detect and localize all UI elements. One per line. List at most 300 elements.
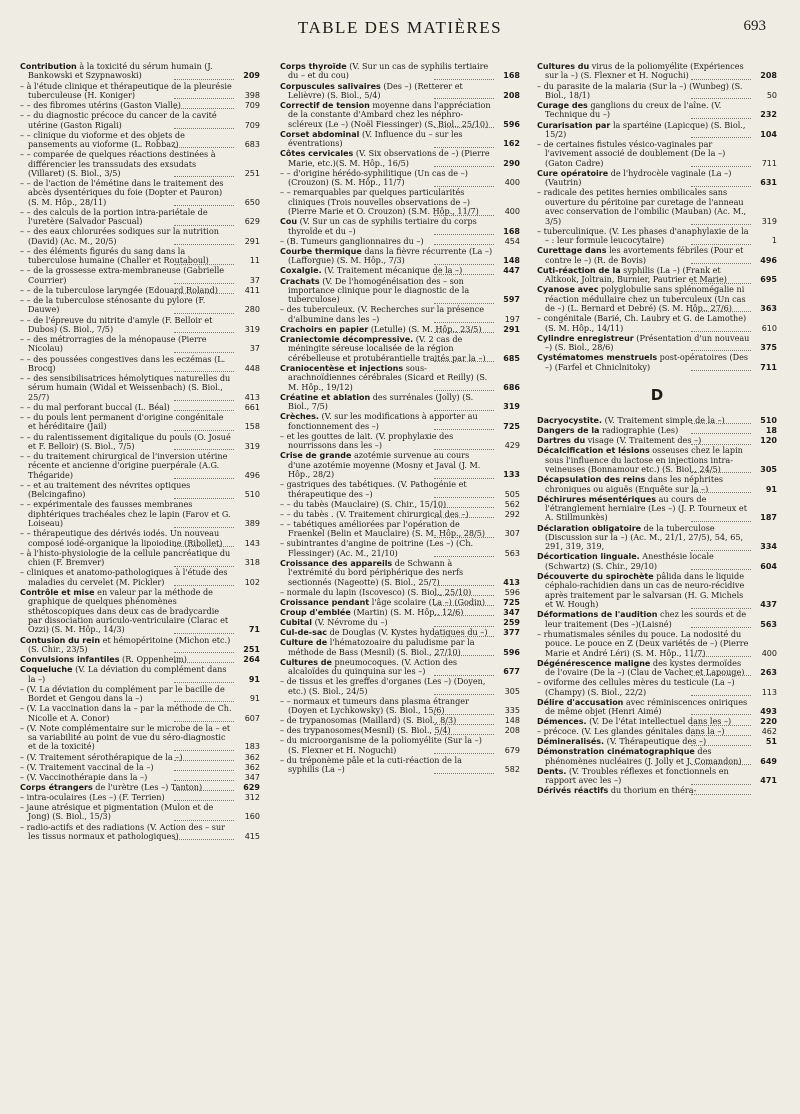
dot-leader	[174, 146, 234, 148]
dot-leader	[174, 749, 234, 751]
dot-leader	[434, 604, 494, 606]
entry-description: en valeur par la méthode de graphique de quelques phénomènes sthétoscopiques dans deux cas de bradycardie par dissociation auriculo-ventriculaire (Clarac et Ozzi) (S. M. Hôp., 14/3)	[28, 586, 229, 635]
entry-page-number: 220	[753, 717, 777, 726]
entry-text	[537, 446, 751, 474]
entry-page-number: 208	[753, 71, 777, 80]
dot-leader	[174, 448, 234, 450]
dot-leader	[691, 491, 751, 493]
dot-leader	[691, 744, 751, 746]
entry-description: (V. Traitement mécanique de la –)	[321, 265, 463, 276]
index-entry	[280, 188, 520, 216]
index-entry	[20, 62, 260, 81]
entry-description: – radio-actifs et des radiations (V. Action des – sur les tissus normaux et pathologiques)	[20, 821, 226, 841]
index-entry	[280, 247, 520, 266]
entry-description: syphilis (La –) (Frank et Altkook, Joltrain, Burnier, Pautrier et Marie)	[545, 264, 727, 285]
dot-leader	[691, 97, 751, 99]
entry-page-number: 695	[753, 275, 777, 284]
dot-leader	[174, 720, 234, 722]
dot-leader	[691, 655, 751, 657]
entry-description: pneumocoques. (V. Action des alcaloïdes du quinquina sur les –)	[288, 656, 458, 677]
entry-text	[280, 335, 494, 363]
entry-page-number: 259	[496, 618, 520, 627]
dot-leader	[691, 734, 751, 736]
entry-description: l'hématozoaire du paludisme par la méthode de Bass (Mesnil) (S. Biol., 27/10)	[288, 637, 475, 657]
entry-heading: Décortication linguale.	[537, 552, 640, 562]
index-entry	[280, 169, 520, 188]
entry-page-number: 629	[236, 217, 260, 226]
entry-description: (V. La déviation du complément dans la –)	[28, 664, 227, 684]
entry-page-number: 291	[236, 237, 260, 246]
entry-page-number: 292	[496, 510, 520, 519]
dot-leader	[691, 78, 751, 80]
entry-page-number: 51	[753, 737, 777, 746]
index-entry	[280, 325, 520, 334]
dot-leader	[174, 429, 234, 431]
dot-leader	[174, 331, 234, 333]
entry-page-number: 319	[236, 325, 260, 334]
dot-leader	[174, 370, 234, 372]
index-entry	[20, 208, 260, 227]
entry-text	[537, 285, 751, 313]
index-entry	[280, 305, 520, 324]
entry-page-number: 335	[496, 706, 520, 715]
entry-heading: Côtes cervicales	[280, 149, 354, 159]
entry-description: visage (V. Traitement des –)	[585, 435, 702, 446]
dot-leader	[434, 360, 494, 362]
dot-leader	[691, 713, 751, 715]
entry-page-number: 232	[753, 110, 777, 119]
index-entry	[280, 726, 520, 735]
entry-description: – – de la grossesse extra-membraneuse (Gabrielle Courrier)	[20, 265, 225, 285]
entry-description: les avortements fébriles (Pour et contre le –) (R. de Bovis)	[545, 245, 744, 265]
entry-page-number: 462	[753, 727, 777, 736]
dot-leader	[174, 681, 234, 683]
entry-description: – des trypanosomes(Mesnil) (S. Biol., 5/4)	[280, 725, 451, 736]
index-entry	[20, 452, 260, 480]
dot-leader	[174, 759, 234, 761]
dot-leader	[174, 204, 234, 206]
dot-leader	[434, 78, 494, 80]
index-entry	[20, 403, 260, 412]
entry-heading: Démonstration cinématographique	[537, 747, 695, 757]
dot-leader	[691, 282, 751, 284]
dot-leader	[691, 117, 751, 119]
entry-description: – – de l'épreuve du nitrite d'amyle (F. Belloir et Dubos) (S. Biol., 7/5)	[20, 314, 213, 334]
entry-heading: Cubital	[280, 618, 312, 628]
entry-page-number: 597	[496, 295, 520, 304]
index-entry	[537, 101, 777, 120]
index-entry	[20, 724, 260, 752]
dot-leader	[174, 497, 234, 499]
entry-description: – congénitale (Barié, Ch. Laubry et G. de Lamothe) (S. M. Hôp., 14/11)	[537, 313, 747, 333]
index-entry	[280, 716, 520, 725]
entry-description: – – de la tuberculose sténosante du pylore (F. Dauwe)	[20, 295, 206, 315]
entry-description: – – des éléments figurés du sang dans la tuberculose humaine (Challer et Routaboul)	[20, 245, 209, 266]
entry-description: (V. Sur un cas de syphilis tertiaire du – et du cou)	[288, 61, 489, 81]
entry-page-number: 318	[236, 558, 260, 567]
entry-description: dans les néphrites chroniques ou aiguës (Enquête sur la –)	[545, 474, 724, 494]
dot-leader	[174, 526, 234, 528]
entry-description: – rhumatismales séniles du pouce. La nodosité du pouce. Le pouce en Z (Deux variétés de –) (Pierre Marie et André Léri) (S. M. Hôp., 11/7)	[537, 628, 749, 658]
dot-leader	[691, 783, 751, 785]
index-entry	[20, 286, 260, 295]
entry-page-number: 709	[236, 101, 260, 110]
entry-page-number: 143	[236, 539, 260, 548]
dot-leader	[691, 349, 751, 351]
index-entry	[20, 335, 260, 354]
entry-page-number: 305	[753, 465, 777, 474]
dot-leader	[691, 568, 751, 570]
entry-page-number: 429	[496, 441, 520, 450]
entry-heading: Contusion du rein	[20, 635, 101, 645]
dot-leader	[174, 312, 234, 314]
index-entry	[537, 314, 777, 333]
entry-page-number: 562	[496, 500, 520, 509]
entry-page-number: 251	[236, 645, 260, 654]
index-entry	[280, 335, 520, 363]
entry-heading: Cultures du	[537, 62, 590, 71]
index-entry	[20, 500, 260, 528]
entry-heading: Correctif de tension	[280, 101, 370, 110]
entry-description: – – tabétiques améliorées par l'opération de Fraenkel (Belin et Mauclaire) (S. M. Hôp., 28/5)	[280, 518, 486, 539]
entry-description: – précoce. (V. Les glandes génitales dans la –)	[537, 726, 725, 737]
entry-page-number: 610	[753, 324, 777, 333]
entry-heading: Dégénérescence maligne	[537, 658, 651, 668]
entry-description: radiographie (Les)	[599, 425, 679, 436]
index-entry	[20, 247, 260, 266]
entry-description: (Des –) (Retterer et Lelièvre) (S. Biol., 5/4)	[288, 80, 463, 100]
index-entry	[537, 266, 777, 285]
entry-description: – – et au traitement des névrites optiques (Belcingafino)	[20, 479, 191, 500]
entry-text	[20, 724, 234, 752]
index-entry	[280, 217, 520, 236]
entry-heading: Dacryocystite.	[537, 415, 603, 425]
index-entry	[20, 101, 260, 110]
index-entry	[20, 227, 260, 246]
dot-leader	[434, 674, 494, 676]
entry-description: (V. Névrome du –)	[312, 617, 388, 628]
index-entry	[20, 568, 260, 587]
entry-heading: Cure opératoire	[537, 168, 609, 178]
entry-heading: Contribution	[20, 62, 77, 71]
index-entry	[280, 510, 520, 519]
entry-page-number: 389	[236, 519, 260, 528]
entry-description: – normale du lapin (Iscovesco) (S. Biol., 25/10)	[280, 586, 472, 597]
entry-description: – – expérimentale des fausses membranes diphtériques trachéales chez le lapin (Farov et G. Loiseau)	[20, 499, 231, 529]
entry-page-number: 604	[753, 562, 777, 571]
index-entry	[537, 140, 777, 168]
entry-page-number: 496	[236, 471, 260, 480]
entry-text	[537, 495, 751, 523]
entry-description: – à l'histo-physiologie de la cellule pancréatique du chien (F. Bremver)	[20, 547, 231, 568]
entry-description: la spartéine (Lapicque) (S. Biol., 15/2)	[545, 119, 746, 139]
entry-description: de la tuberculose (Discussion sur la –) (Ac. M., 21/1, 27/5), 54, 65, 291, 319, 319,	[545, 522, 744, 552]
index-column-2	[280, 62, 520, 775]
dot-leader	[174, 263, 234, 265]
dot-leader	[691, 793, 751, 795]
entry-page-number: 71	[236, 625, 260, 634]
dot-leader	[434, 243, 494, 245]
index-entry	[20, 549, 260, 568]
dot-leader	[174, 351, 234, 353]
entry-description: – – de l'action de l'émétine dans le traitement des abcès dysentériques du foie (Dopter et Pauron) (S. M. Hôp., 28/11)	[20, 178, 224, 207]
index-entry	[537, 747, 777, 766]
entry-heading: Démences.	[537, 717, 587, 727]
entry-description: (V. De l'homogénéisation des – son importance clinique pour le diagnostic de la tuberculose)	[288, 275, 470, 305]
index-entry	[537, 552, 777, 571]
entry-page-number: 437	[753, 600, 777, 609]
entry-heading: Convulsions infantiles	[20, 655, 120, 665]
entry-page-number: 471	[753, 776, 777, 785]
dot-leader	[174, 838, 234, 840]
dot-leader	[434, 233, 494, 235]
entry-description: – (V. La vaccination dans la – par la méthode de Ch. Nicolle et A. Conor)	[20, 703, 232, 723]
entry-heading: Cultures de	[280, 657, 332, 667]
index-entry	[280, 658, 520, 677]
entry-page-number: 290	[496, 159, 520, 168]
index-entry	[280, 539, 520, 558]
index-entry	[280, 588, 520, 597]
entry-heading: Cul-de-sac	[280, 628, 328, 638]
index-entry	[20, 529, 260, 548]
entry-text	[20, 500, 234, 528]
dot-leader	[691, 136, 751, 138]
dot-leader	[174, 107, 234, 109]
index-entry	[20, 783, 260, 792]
entry-description: polyglobulie sans splénomégalie ni réaction médullaire chez un tuberculeux (Un cas de –) (L. Bernard et Debré) (S. M. Hôp., 27/6)	[545, 284, 746, 314]
entry-text	[280, 277, 494, 305]
entry-heading: Crise de grande	[280, 451, 352, 461]
entry-page-number: 168	[496, 71, 520, 80]
entry-page-number: 596	[496, 120, 520, 129]
index-entry	[280, 130, 520, 149]
index-entry	[537, 82, 777, 101]
entry-description: – de tissus et les greffes d'organes (Les –) (Doyen, etc.) (S. Biol., 24/5)	[280, 676, 486, 696]
entry-description: – de trypanosomas (Maillard) (S. Biol., 8/3)	[280, 715, 457, 726]
index-entry	[537, 246, 777, 265]
entry-page-number: 319	[753, 217, 777, 226]
dot-leader	[691, 674, 751, 676]
entry-description: azotémie survenue au cours d'une azotémie moyenne (Mosny et Javal (J. M. Hôp., 28/2)	[288, 450, 481, 480]
index-entry	[280, 598, 520, 607]
entry-description: des kystes dermoïdes de l'ovaire (De la –) (Clau de Vacher et Lapouge)	[545, 657, 745, 678]
dot-leader	[691, 626, 751, 628]
entry-description: et hémopéritoine (Michon etc.) (S. Chir., 23/5)	[28, 634, 231, 654]
dot-leader	[434, 713, 494, 715]
entry-page-number: 307	[496, 529, 520, 538]
dot-leader	[174, 584, 234, 586]
entry-description: – (V. Traitement sérothérapique de la –)	[20, 751, 183, 762]
index-column-3	[537, 62, 777, 797]
entry-description: chez les sourds et de leur traitement (Des –)(Laisné)	[545, 609, 747, 629]
entry-description: – – normaux et tumeurs dans plasma étranger (Doyen et Lychkowsky) (S. Biol., 15/6)	[280, 695, 469, 716]
index-entry	[280, 62, 520, 81]
dot-leader	[691, 432, 751, 434]
entry-page-number: 187	[753, 513, 777, 522]
dot-leader	[434, 126, 494, 128]
entry-page-number: 91	[753, 485, 777, 494]
entry-description: (V. Six observations de –) (Pierre Marie, etc.)(S. M. Hôp., 16/5)	[288, 148, 490, 168]
dot-leader	[434, 477, 494, 479]
entry-heading: Dérivés réactifs	[537, 786, 609, 796]
dot-leader	[174, 661, 234, 663]
entry-page-number: 400	[496, 178, 520, 187]
dot-leader	[174, 78, 234, 80]
index-entry	[537, 353, 777, 372]
dot-leader	[174, 789, 234, 791]
entry-description: (V. Thérapeutique des –)	[604, 736, 707, 747]
dot-leader	[434, 625, 494, 627]
entry-page-number: 37	[236, 276, 260, 285]
entry-description: – – thérapeutique des dérivés iodés. Un nouveau composé iodé-organique la lipoiodine (Ribollet)	[20, 528, 223, 548]
entry-description: – – du traitement chirurgical de l'inversion utérine récente et ancienne d'origine puerpérale (A.G. Thégaride)	[20, 451, 228, 480]
index-entry	[280, 559, 520, 587]
entry-heading: Corset abdominal	[280, 129, 360, 139]
dot-leader	[434, 321, 494, 323]
entry-page-number: 596	[496, 648, 520, 657]
entry-page-number: 347	[496, 608, 520, 617]
entry-page-number: 148	[496, 716, 520, 725]
entry-description: – – des métrorragies de la ménopause (Pierre Nicolau)	[20, 334, 207, 354]
entry-text	[20, 374, 234, 402]
entry-description: – oviforme des cellules mères du testicule (La –) (Champy) (S. Biol., 22/2)	[537, 677, 735, 697]
entry-description: (V. De l'état intellectuel dans les –)	[586, 716, 732, 727]
page-title: TABLE DES MATIÈRES	[297, 18, 503, 37]
dot-leader	[174, 819, 234, 821]
dot-leader	[434, 448, 494, 450]
index-entry	[280, 638, 520, 657]
entry-text	[280, 364, 494, 392]
entry-page-number: 263	[753, 668, 777, 677]
entry-description: – jaune atrésique et pigmentation (Mulon et de Jong) (S. Biol., 15/3)	[20, 802, 214, 822]
entry-page-number: 11	[236, 256, 260, 265]
dot-leader	[174, 565, 234, 567]
entry-heading: Coxalgie.	[280, 266, 322, 276]
entry-heading: Délire d'accusation	[537, 697, 624, 707]
entry-text	[280, 101, 494, 129]
entry-page-number: 563	[753, 620, 777, 629]
entry-page-number: 649	[753, 757, 777, 766]
entry-page-number: 120	[753, 436, 777, 445]
dot-leader	[174, 409, 234, 411]
dot-leader	[691, 223, 751, 225]
index-entry	[20, 433, 260, 452]
index-entry	[537, 169, 777, 188]
entry-description: – – comparée de quelques réactions destinées à différencier les transsudats des exsudats (Villaret) (S. Biol., 3/5)	[20, 149, 216, 178]
index-entry	[537, 737, 777, 746]
dot-leader	[174, 399, 234, 401]
dot-leader	[174, 224, 234, 226]
entry-page-number: 37	[236, 344, 260, 353]
dot-leader	[691, 763, 751, 765]
entry-page-number: 493	[753, 707, 777, 716]
entry-heading: Croissance pendant	[280, 597, 370, 607]
entry-description: du thorium en théra-	[608, 785, 697, 796]
dot-leader	[434, 584, 494, 586]
entry-description: – de certaines fistules vésico-vaginales par l'avivement associé de doublement (De la –) (Gaton Cadre)	[537, 139, 726, 168]
index-entry	[20, 763, 260, 772]
dot-leader	[434, 97, 494, 99]
index-entry	[537, 436, 777, 445]
entry-page-number: 400	[496, 207, 520, 216]
dot-leader	[174, 651, 234, 653]
index-entry	[20, 316, 260, 335]
dot-leader	[174, 700, 234, 702]
entry-page-number: 496	[753, 256, 777, 265]
entry-heading: Décapsulation des reins	[537, 475, 646, 485]
index-entry	[20, 793, 260, 802]
index-entry	[537, 767, 777, 786]
entry-page-number: 160	[236, 812, 260, 821]
entry-description: – – des calculs de la portion intra-pariétale de l'uretère (Salvador Pascual)	[20, 206, 208, 227]
index-entry	[537, 285, 777, 313]
entry-text	[537, 188, 751, 226]
dot-leader	[434, 772, 494, 774]
dot-leader	[434, 506, 494, 508]
dot-leader	[691, 520, 751, 522]
index-entry	[280, 364, 520, 392]
entry-description: de Schwann à l'extrémité du bord périphérique des nerfs sectionnés (Nageotte) (S. Biol., 25/7)	[288, 557, 464, 587]
dot-leader	[434, 693, 494, 695]
index-entry	[280, 628, 520, 637]
entry-text	[280, 451, 494, 479]
entry-heading: Craniectomie décompressive.	[280, 335, 414, 344]
entry-page-number: 510	[753, 416, 777, 425]
entry-description: – (V. Note complémentaire sur le microbe de la – et sa variabilité au point de vue du séro-diagnostic et de la toxicité)	[20, 722, 231, 752]
entry-heading: Démineralisés.	[537, 737, 605, 747]
entry-page-number: 415	[236, 832, 260, 841]
entry-heading: Contrôle et mise	[20, 587, 95, 597]
entry-page-number: 291	[496, 325, 520, 334]
dot-leader	[691, 330, 751, 332]
entry-page-number: 209	[236, 71, 260, 80]
index-entry	[20, 374, 260, 402]
dot-leader	[434, 165, 494, 167]
entry-text	[537, 630, 751, 658]
entry-heading: Cou	[280, 217, 298, 227]
dot-leader	[691, 443, 751, 445]
entry-description: – et les gouttes de lait. (V. prophylaxie des nourrissons dans les –)	[280, 430, 454, 451]
entry-description: – (B. Tumeurs ganglionnaires du –)	[280, 235, 424, 246]
entry-description: (V. Troubles réflexes et fonctionnels en rapport avec les –)	[545, 765, 729, 786]
entry-page-number: 113	[753, 688, 777, 697]
entry-description: avec réminiscences oniriques de même objet (Henri Aimé)	[545, 696, 748, 717]
entry-description: – du microorganisme de la poliomyélite (Sur la –) (S. Flexner et H. Noguchi)	[280, 735, 482, 755]
index-entry	[280, 608, 520, 617]
entry-page-number: 448	[236, 364, 260, 373]
entry-page-number: 208	[496, 726, 520, 735]
entry-page-number: 50	[753, 91, 777, 100]
entry-page-number: 505	[496, 490, 520, 499]
entry-heading: Croup d'emblée	[280, 608, 351, 617]
entry-page-number: 362	[236, 753, 260, 762]
index-entry	[20, 685, 260, 704]
index-entry	[20, 111, 260, 130]
dot-leader	[174, 243, 234, 245]
index-entry	[537, 227, 777, 246]
entry-description: – subintrantes d'angine de poitrine (Les –) (Ch. Flessinger) (Ac. M., 21/10)	[280, 538, 474, 558]
entry-heading: Craniocentèse et injections	[280, 363, 404, 373]
entry-description: pâlida dans le liquide céphalo-rachidien dans un cas de neuro-récidive après traitement par le salvarsan (H. G. Michels et W. Hough)	[545, 570, 745, 610]
index-entry	[280, 277, 520, 305]
entry-description: – cliniques et anatomo-pathologiques à l'étude des maladies du cervelet (M. Pickler)	[20, 567, 228, 587]
index-entry	[20, 179, 260, 207]
entry-heading: Dents.	[537, 766, 567, 776]
entry-page-number: 158	[236, 422, 260, 431]
index-entry	[280, 500, 520, 509]
entry-heading: Déformations de l'audition	[537, 610, 658, 620]
entry-page-number: 725	[496, 598, 520, 607]
